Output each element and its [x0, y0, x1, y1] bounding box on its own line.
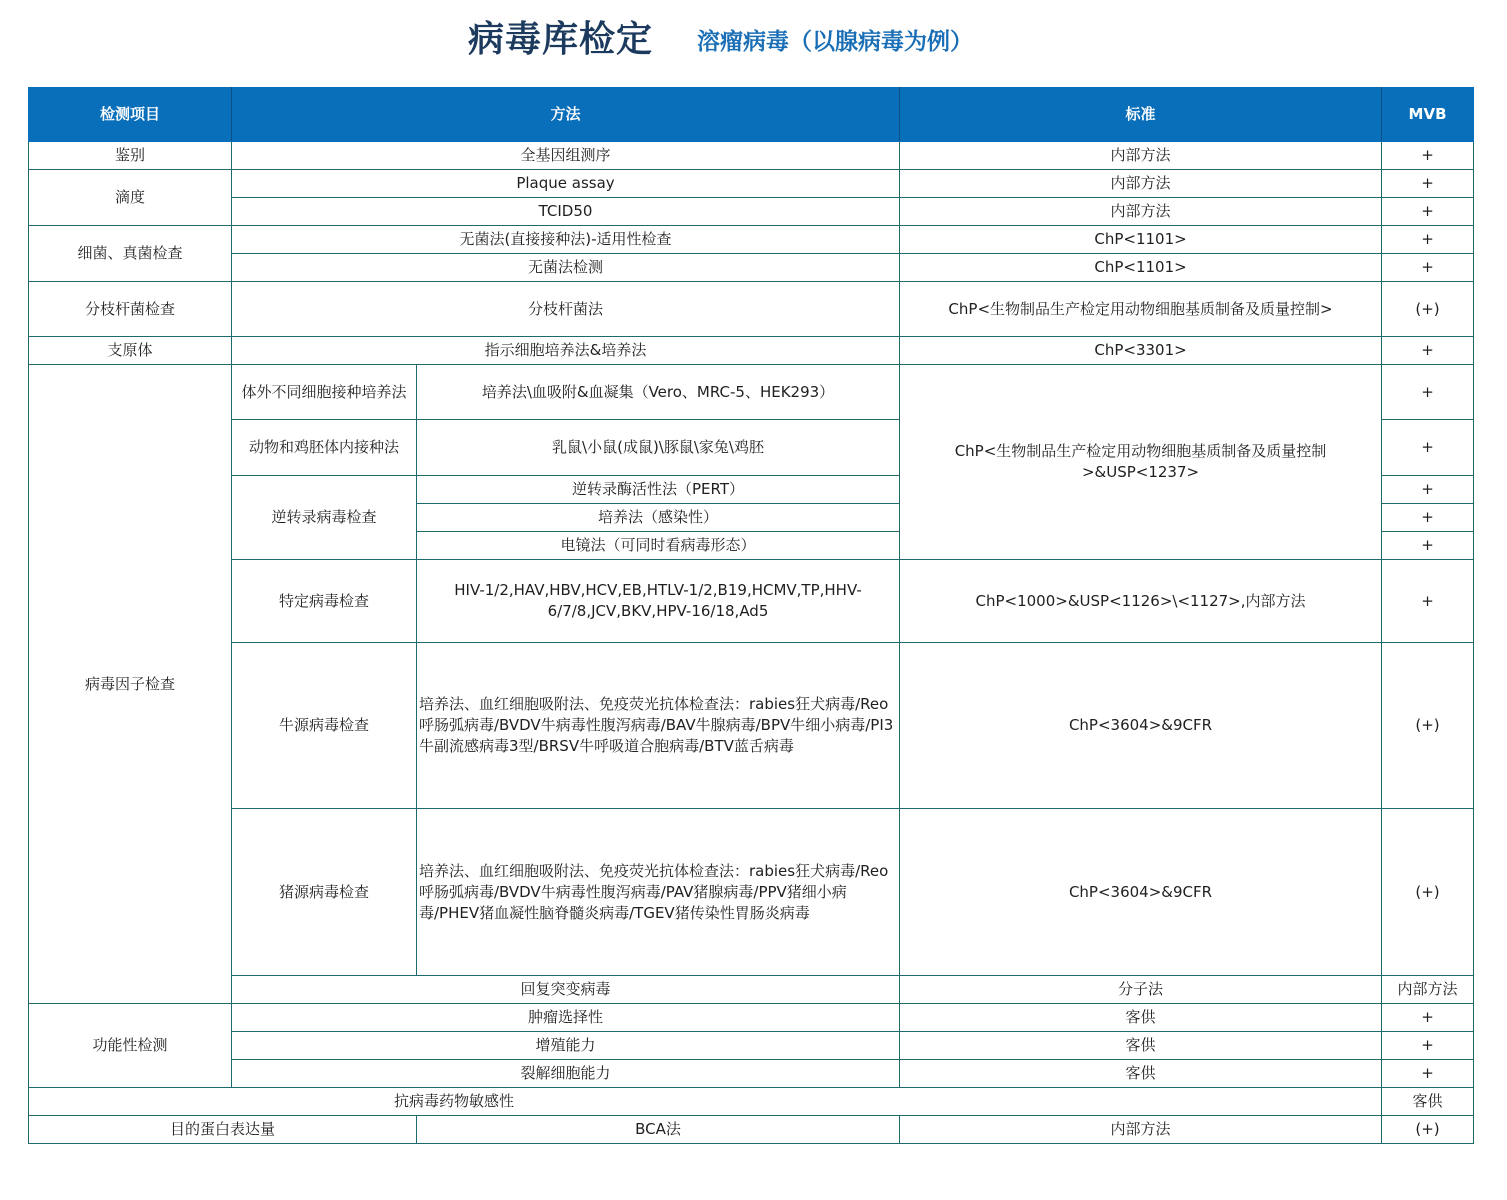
standard-cell: ChP<3604>&9CFR [900, 643, 1382, 809]
table-header-row [29, 88, 1474, 142]
standard-cell: 内部方法 [900, 1116, 1382, 1144]
header-cell-standard: 标准 [900, 88, 1382, 142]
method-cell: 培养法、血红细胞吸附法、免疫荧光抗体检查法：rabies狂犬病毒/Reo呼肠弧病毒/BVDV牛病毒性腹泻病毒/BAV牛腺病毒/BPV牛细小病毒/PI3牛副流感病毒3型/BRSV牛呼吸道合胞病毒/BTV蓝舌病毒 [417, 643, 900, 809]
item-cell: 分枝杆菌检查 [29, 282, 232, 337]
item-cell: 鉴别 [29, 142, 232, 170]
sub-item-cell: 牛源病毒检查 [232, 643, 417, 809]
table-row [29, 282, 1474, 337]
table-row [29, 643, 1474, 809]
table-row [29, 254, 1474, 282]
table-row [29, 226, 1474, 254]
table-row [29, 365, 1474, 420]
sub-item-cell: 猪源病毒检查 [232, 809, 417, 976]
method-cell: 逆转录酶活性法（PERT） [417, 476, 900, 504]
method-cell: HIV-1/2,HAV,HBV,HCV,EB,HTLV-1/2,B19,HCMV,TP,HHV-6/7/8,JCV,BKV,HPV-16/18,Ad5 [417, 560, 900, 643]
page-subtitle: 溶瘤病毒（以腺病毒为例） [697, 29, 973, 55]
table-row [29, 337, 1474, 365]
standard-cell: 内部方法 [900, 142, 1382, 170]
header-cell-method: 方法 [232, 88, 900, 142]
virus-bank-test-table [28, 87, 1474, 1144]
mvb-cell: + [1382, 198, 1474, 226]
mvb-cell: (+) [1382, 643, 1474, 809]
method-cell: 培养法、血红细胞吸附法、免疫荧光抗体检查法：rabies狂犬病毒/Reo呼肠弧病毒/BVDV牛病毒性腹泻病毒/PAV猪腺病毒/PPV猪细小病毒/PHEV猪血凝性脑脊髓炎病毒/TGEV猪传染性胃肠炎病毒 [417, 809, 900, 976]
table-row [29, 809, 1474, 976]
header-cell-item: 检测项目 [29, 88, 232, 142]
mvb-cell: + [1382, 365, 1474, 420]
table-row [29, 560, 1474, 643]
method-cell: 指示细胞培养法&培养法 [232, 337, 900, 365]
standard-cell: ChP<1000>&USP<1126>\<1127>,内部方法 [900, 560, 1382, 643]
mvb-cell: + [1382, 532, 1474, 560]
standard-cell: 客供 [900, 1060, 1382, 1088]
mvb-cell: + [1382, 476, 1474, 504]
method-cell: 增殖能力 [232, 1032, 900, 1060]
standard-cell: 客供 [1382, 1088, 1474, 1116]
mvb-cell: + [1382, 1032, 1474, 1060]
standard-cell: 内部方法 [900, 170, 1382, 198]
page-title: 病毒库检定 [468, 19, 654, 60]
mvb-cell: + [1382, 337, 1474, 365]
mvb-cell: + [1382, 170, 1474, 198]
mvb-cell: + [1382, 420, 1474, 476]
method-cell: 乳鼠\小鼠(成鼠)\豚鼠\家兔\鸡胚 [417, 420, 900, 476]
standard-cell: ChP<生物制品生产检定用动物细胞基质制备及质量控制> [900, 282, 1382, 337]
page-header [0, 14, 1507, 70]
mvb-cell: + [1382, 142, 1474, 170]
mvb-cell: + [1382, 226, 1474, 254]
method-cell: TCID50 [232, 198, 900, 226]
item-cell: 支原体 [29, 337, 232, 365]
item-cell: 抗病毒药物敏感性 [29, 1088, 1382, 1116]
sub-item-cell: 特定病毒检查 [232, 560, 417, 643]
standard-cell: ChP<1101> [900, 226, 1382, 254]
mvb-cell: + [1382, 1004, 1474, 1032]
table-row [29, 1032, 1474, 1060]
method-cell: 培养法\血吸附&血凝集（Vero、MRC-5、HEK293） [417, 365, 900, 420]
sub-item-cell: 逆转录病毒检查 [232, 476, 417, 560]
method-cell: 裂解细胞能力 [232, 1060, 900, 1088]
item-cell: 滴度 [29, 170, 232, 226]
mvb-cell: + [1382, 1060, 1474, 1088]
method-cell: 分枝杆菌法 [232, 282, 900, 337]
method-cell: 分子法 [900, 976, 1382, 1004]
method-cell: 无菌法(直接接种法)-适用性检查 [232, 226, 900, 254]
mvb-cell: + [1382, 560, 1474, 643]
mvb-cell: (+) [1382, 282, 1474, 337]
mvb-cell: (+) [1382, 1116, 1474, 1144]
method-cell: 全基因组测序 [232, 142, 900, 170]
table-row [29, 1060, 1474, 1088]
method-cell: 无菌法检测 [232, 254, 900, 282]
table-row [29, 976, 1474, 1004]
method-cell: 肿瘤选择性 [232, 1004, 900, 1032]
table-row [29, 198, 1474, 226]
sub-item-cell: 体外不同细胞接种培养法 [232, 365, 417, 420]
mvb-cell: + [1382, 254, 1474, 282]
standard-cell: 内部方法 [900, 198, 1382, 226]
sub-item-cell: 动物和鸡胚体内接种法 [232, 420, 417, 476]
table-row [29, 1116, 1474, 1144]
item-cell: 病毒因子检查 [29, 365, 232, 1004]
standard-cell: 客供 [900, 1004, 1382, 1032]
header-cell-mvb: MVB [1382, 88, 1474, 142]
table-row [29, 1004, 1474, 1032]
mvb-cell: + [1382, 504, 1474, 532]
table-row [29, 1088, 1474, 1116]
item-cell: 回复突变病毒 [232, 976, 900, 1004]
mvb-cell: (+) [1382, 809, 1474, 976]
item-cell: 细菌、真菌检查 [29, 226, 232, 282]
method-cell: Plaque assay [232, 170, 900, 198]
item-cell: 目的蛋白表达量 [29, 1116, 417, 1144]
table-row [29, 142, 1474, 170]
standard-cell: ChP<3604>&9CFR [900, 809, 1382, 976]
method-cell: 电镜法（可同时看病毒形态） [417, 532, 900, 560]
method-cell: BCA法 [417, 1116, 900, 1144]
method-cell: 培养法（感染性） [417, 504, 900, 532]
item-cell: 功能性检测 [29, 1004, 232, 1088]
standard-cell: 客供 [900, 1032, 1382, 1060]
standard-cell: ChP<生物制品生产检定用动物细胞基质制备及质量控制>&USP<1237> [900, 365, 1382, 560]
standard-cell: 内部方法 [1382, 976, 1474, 1004]
standard-cell: ChP<1101> [900, 254, 1382, 282]
standard-cell: ChP<3301> [900, 337, 1382, 365]
table-row [29, 170, 1474, 198]
